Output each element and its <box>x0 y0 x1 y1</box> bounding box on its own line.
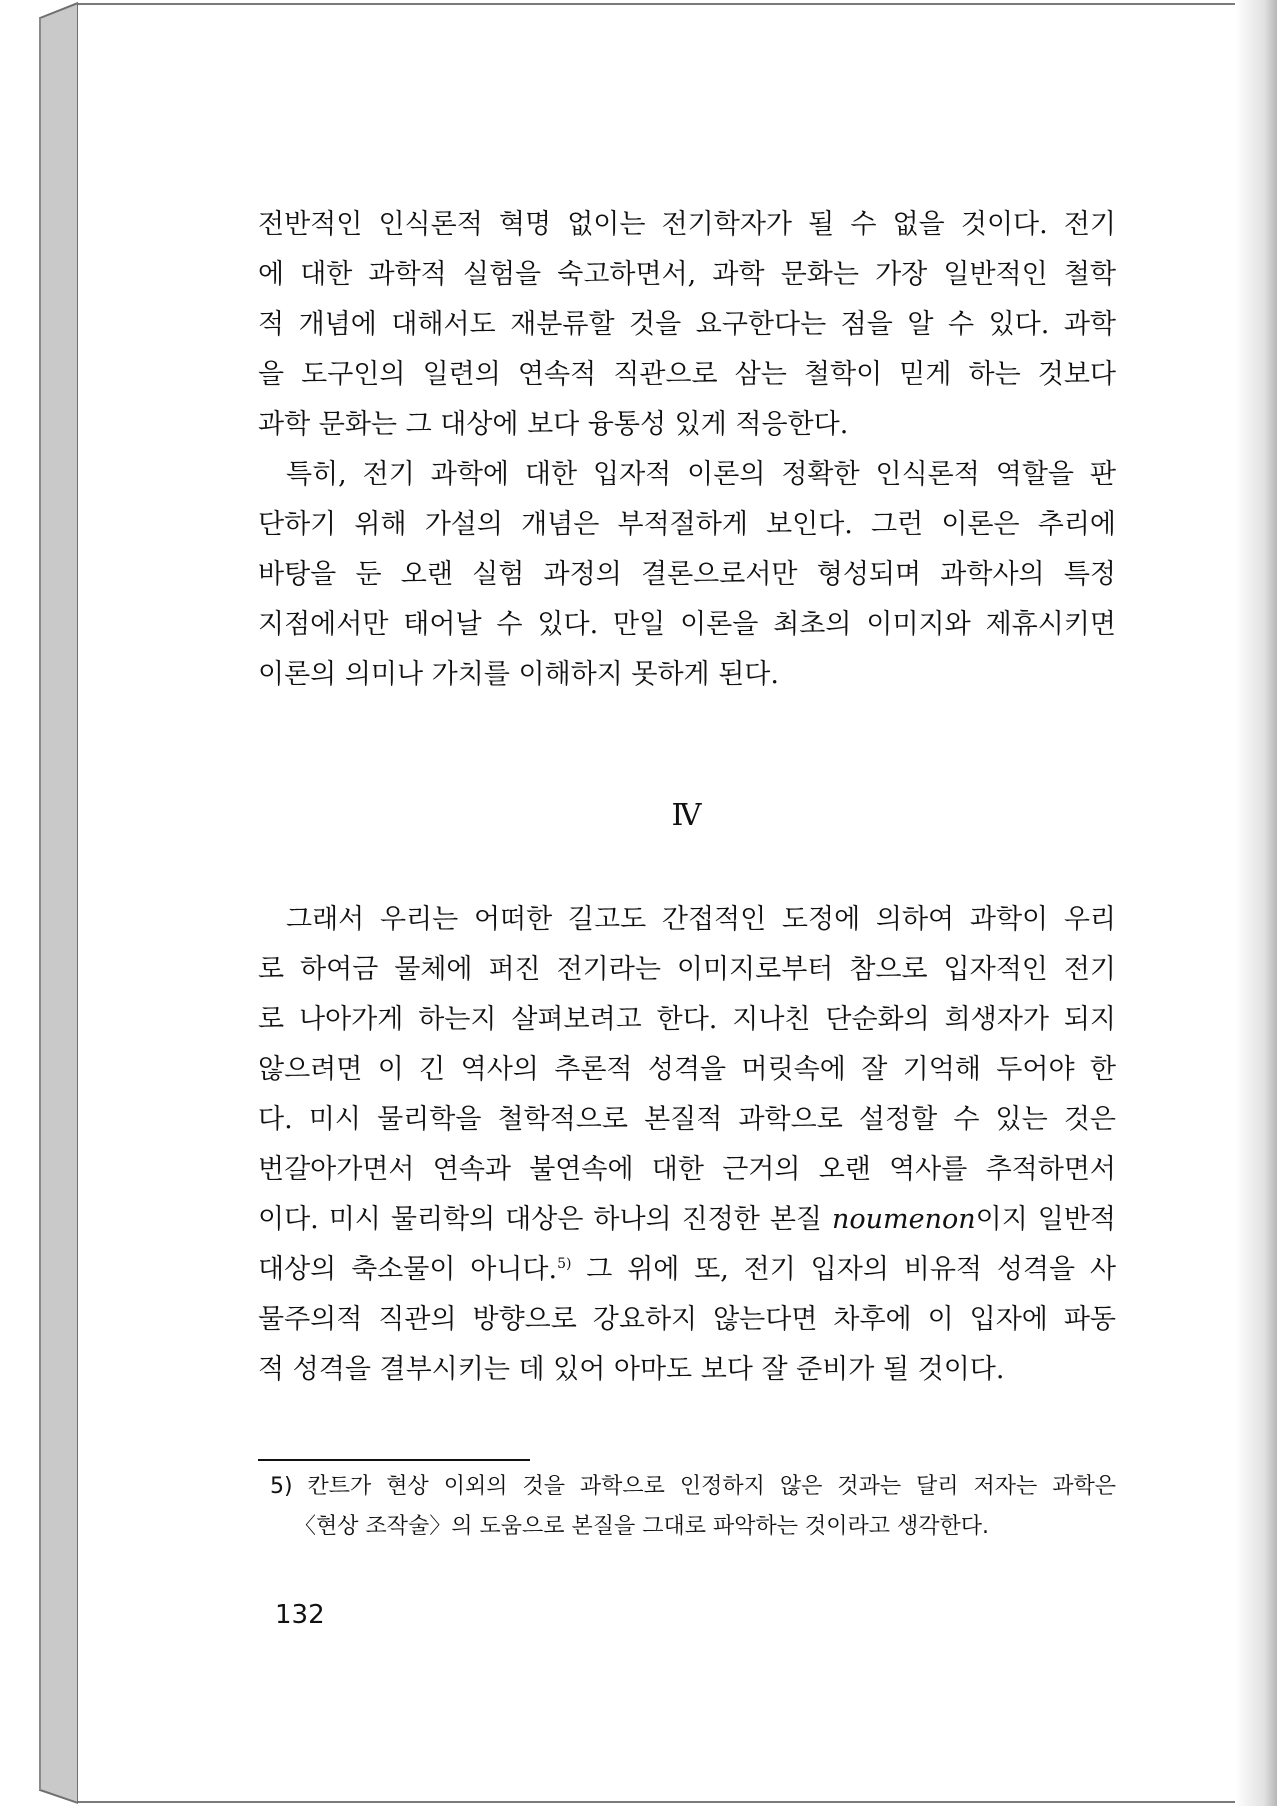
text-line: 지점에서만 태어날 수 있다. 만일 이론을 최초의 이미지와 제휴시키면 <box>258 609 1116 640</box>
footnote-line: 〈현상 조작술〉의 도움으로 본질을 그대로 파악하는 것이라고 생각한다. <box>294 1514 990 1539</box>
text-line: 적 성격을 결부시키는 데 있어 아마도 보다 잘 준비가 될 것이다. <box>258 1354 1005 1385</box>
text-line: 그래서 우리는 어떠한 길고도 간접적인 도정에 의하여 과학이 우리 <box>286 904 1116 935</box>
text-segment: 그 위에 또, 전기 입자의 비유적 성격을 사 <box>571 1254 1116 1285</box>
footnote-divider <box>258 1459 530 1461</box>
text-segment: 이다. 미시 물리학의 대상은 하나의 진정한 본질 <box>258 1204 832 1235</box>
text-line: 에 대한 과학적 실험을 숙고하면서, 과학 문화는 가장 일반적인 철학 <box>258 259 1116 290</box>
footnote-line: 5) 칸트가 현상 이외의 것을 과학으로 인정하지 않은 것과는 달리 저자는 과학은 <box>270 1474 1116 1499</box>
text-line: 과학 문화는 그 대상에 보다 융통성 있게 적응한다. <box>258 409 849 440</box>
text-line: 전반적인 인식론적 혁명 없이는 전기학자가 될 수 없을 것이다. 전기 <box>258 209 1116 240</box>
text-line: 로 나아가게 하는지 살펴보려고 한다. 지나친 단순화의 희생자가 되지 <box>258 1004 1116 1035</box>
page-stack-edge <box>0 0 78 1806</box>
paragraph-3 <box>258 895 1116 1395</box>
text-line: 이론의 의미나 가치를 이해하지 못하게 된다. <box>258 659 779 690</box>
text-line: 단하기 위해 가설의 개념은 부적절하게 보인다. 그런 이론은 추리에 <box>258 509 1116 540</box>
right-edge-shadow <box>1235 0 1277 1806</box>
text-line: 로 하여금 물체에 퍼진 전기라는 이미지로부터 참으로 입자적인 전기 <box>258 954 1116 985</box>
text-line: 적 개념에 대해서도 재분류할 것을 요구한다는 점을 알 수 있다. 과학 <box>258 309 1116 340</box>
text-line <box>258 1195 1116 1245</box>
text-line: 다. 미시 물리학을 철학적으로 본질적 과학으로 설정할 수 있는 것은 <box>258 1104 1116 1135</box>
text-line <box>258 1245 1116 1295</box>
footnote-reference: 5) <box>557 1256 572 1272</box>
text-line: 특히, 전기 과학에 대한 입자적 이론의 정확한 인식론적 역할을 판 <box>286 459 1116 490</box>
footnote <box>270 1467 1116 1547</box>
text-line: 번갈아가면서 연속과 불연속에 대한 근거의 오랜 역사를 추적하면서 <box>258 1154 1116 1185</box>
section-heading: Ⅳ <box>671 798 703 833</box>
text-line: 을 도구인의 일련의 연속적 직관으로 삼는 철학이 믿게 하는 것보다 <box>258 359 1116 390</box>
text-line: 물주의적 직관의 방향으로 강요하지 않는다면 차후에 이 입자에 파동 <box>258 1304 1116 1335</box>
page-number: 132 <box>275 1600 325 1630</box>
paragraph-1 <box>258 200 1116 450</box>
italic-term: noumenon <box>831 1204 976 1235</box>
text-segment: 이지 일반적 <box>975 1204 1116 1235</box>
text-line: 바탕을 둔 오랜 실험 과정의 결론으로서만 형성되며 과학사의 특정 <box>258 559 1116 590</box>
text-line: 않으려면 이 긴 역사의 추론적 성격을 머릿속에 잘 기억해 두어야 한 <box>258 1054 1116 1085</box>
paragraph-2 <box>258 450 1116 700</box>
text-segment: 대상의 축소물이 아니다. <box>258 1254 558 1285</box>
